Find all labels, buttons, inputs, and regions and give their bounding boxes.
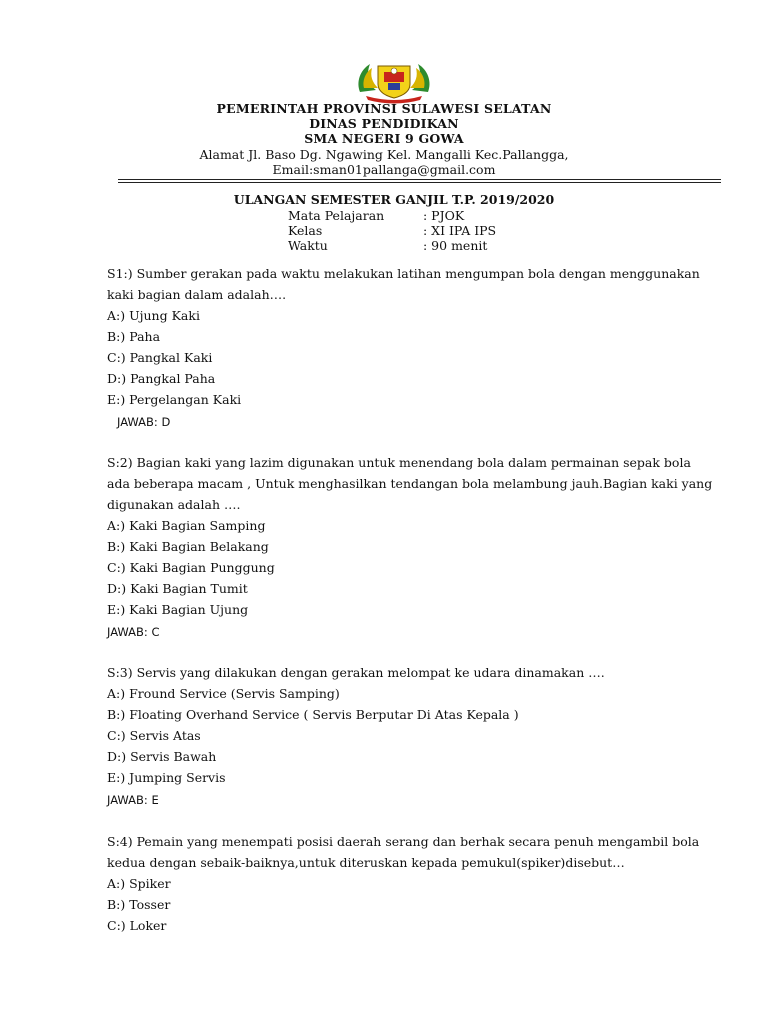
question-3-answer: JAWAB: E	[107, 793, 159, 807]
question-2-option-c: C:) Kaki Bagian Punggung	[107, 560, 275, 575]
question-3-option-b: B:) Floating Overhand Service ( Servis Berputar Di Atas Kepala )	[107, 707, 519, 722]
meta-value: : 90 menit	[423, 238, 488, 253]
question-3-text: S:3) Servis yang dilakukan dengan gerakan melompat ke udara dinamakan ….	[107, 665, 605, 680]
question-1-option-e: E:) Pergelangan Kaki	[107, 392, 242, 407]
header-divider	[118, 182, 721, 183]
question-2-text: digunakan adalah ….	[107, 497, 241, 512]
question-4-option-a: A:) Spiker	[107, 876, 171, 891]
question-2-text: ada beberapa macam , Untuk menghasilkan tendangan bola melambung jauh.Bagian kaki yang	[107, 476, 713, 491]
government-emblem-logo	[354, 58, 434, 104]
question-3-option-a: A:) Fround Service (Servis Samping)	[107, 686, 340, 701]
question-2-answer: JAWAB: C	[107, 625, 160, 639]
meta-key: Mata Pelajaran	[288, 208, 385, 223]
question-1-text: S1:) Sumber gerakan pada waktu melakukan latihan mengumpan bola dengan menggunakan	[107, 266, 700, 281]
question-4-text: S:4) Pemain yang menempati posisi daerah serang dan berhak secara penuh mengambil bola	[107, 834, 700, 849]
question-2-option-a: A:) Kaki Bagian Samping	[107, 518, 266, 533]
department-name: DINAS PENDIDIKAN	[309, 116, 459, 131]
school-name: SMA NEGERI 9 GOWA	[304, 131, 464, 146]
question-2-text: S:2) Bagian kaki yang lazim digunakan untuk menendang bola dalam permainan sepak bola	[107, 455, 691, 470]
meta-value: : XI IPA IPS	[423, 223, 497, 238]
question-4-option-c: C:) Loker	[107, 918, 167, 933]
question-2-option-b: B:) Kaki Bagian Belakang	[107, 539, 269, 554]
government-name: PEMERINTAH PROVINSI SULAWESI SELATAN	[216, 101, 552, 116]
question-1-option-d: D:) Pangkal Paha	[107, 371, 216, 386]
question-3-option-e: E:) Jumping Servis	[107, 770, 226, 785]
meta-value: : PJOK	[423, 208, 465, 223]
meta-key: Waktu	[288, 238, 328, 253]
question-3-option-c: C:) Servis Atas	[107, 728, 201, 743]
question-4-text: kedua dengan sebaik-baiknya,untuk diteruskan kepada pemukul(spiker)disebut…	[107, 855, 625, 870]
question-1-option-a: A:) Ujung Kaki	[107, 308, 200, 323]
question-1-text: kaki bagian dalam adalah….	[107, 287, 287, 302]
question-3-option-d: D:) Servis Bawah	[107, 749, 217, 764]
question-4-option-b: B:) Tosser	[107, 897, 171, 912]
exam-title: ULANGAN SEMESTER GANJIL T.P. 2019/2020	[233, 192, 555, 207]
question-2-option-d: D:) Kaki Bagian Tumit	[107, 581, 248, 596]
question-1-option-c: C:) Pangkal Kaki	[107, 350, 213, 365]
question-2-option-e: E:) Kaki Bagian Ujung	[107, 602, 249, 617]
question-1-answer: JAWAB: D	[117, 415, 171, 429]
meta-key: Kelas	[288, 223, 323, 238]
header-divider	[118, 179, 721, 180]
school-address: Alamat Jl. Baso Dg. Ngawing Kel. Mangalli Kec.Pallangga,	[199, 147, 569, 162]
question-1-option-b: B:) Paha	[107, 329, 161, 344]
school-email: Email:sman01pallanga@gmail.com	[272, 162, 496, 177]
